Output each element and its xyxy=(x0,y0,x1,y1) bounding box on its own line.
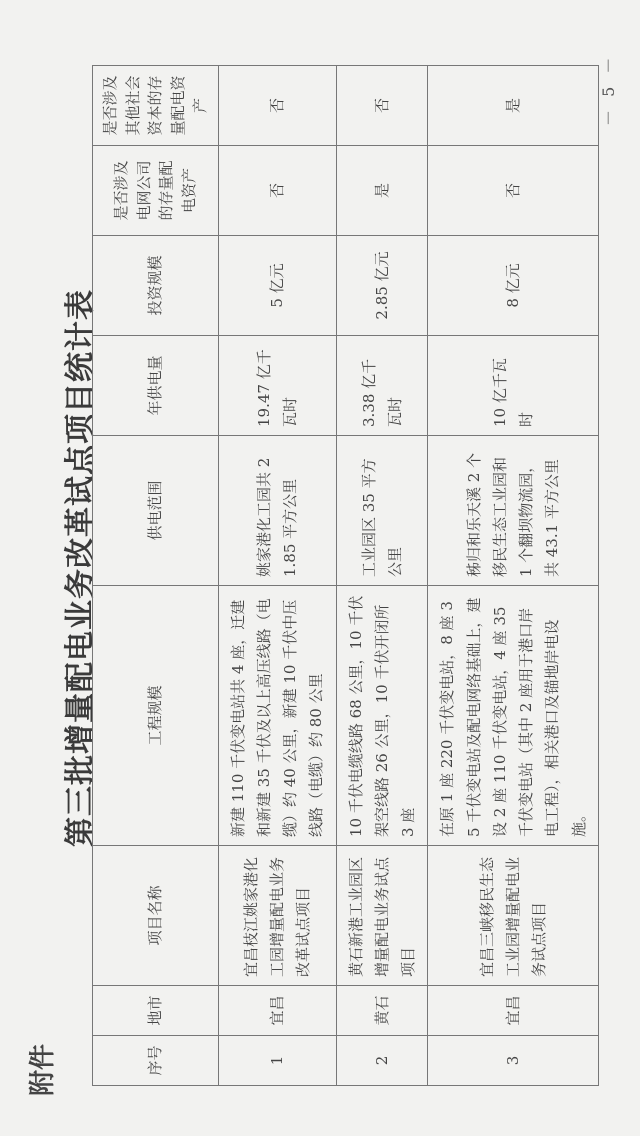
header-other-asset: 是否涉及其他社会资本的存量配电资产 xyxy=(93,66,219,146)
cell-grid-asset: 否 xyxy=(428,146,599,236)
project-statistics-table xyxy=(92,65,599,1086)
cell-supply-area: 工业园区 35 平方公里 xyxy=(336,436,428,586)
header-project-name: 项目名称 xyxy=(93,846,219,986)
cell-city: 黄石 xyxy=(336,986,428,1036)
table-title: 第三批增量配电业务改革试点项目统计表 xyxy=(63,289,98,847)
cell-city: 宜昌 xyxy=(218,986,336,1036)
cell-annual-supply: 19.47 亿千瓦时 xyxy=(218,336,336,436)
cell-supply-area: 秭归和乐天溪 2 个移民生态工业园和 1 个翻坝物流园，共 43.1 平方公里 xyxy=(428,436,599,586)
cell-investment: 5 亿元 xyxy=(218,236,336,336)
header-investment: 投资规模 xyxy=(93,236,219,336)
page-number: － 5 － xyxy=(599,53,618,126)
table-row xyxy=(428,66,599,1086)
cell-no: 1 xyxy=(218,1036,336,1086)
cell-annual-supply: 3.38 亿千瓦时 xyxy=(336,336,428,436)
header-supply-area: 供电范围 xyxy=(93,436,219,586)
header-grid-asset: 是否涉及电网公司的存量配电资产 xyxy=(93,146,219,236)
cell-city: 宜昌 xyxy=(428,986,599,1036)
cell-grid-asset: 是 xyxy=(336,146,428,236)
attachment-label: 附件 xyxy=(28,1043,58,1096)
cell-other-asset: 否 xyxy=(218,66,336,146)
cell-project-scale: 新建 110 千伏变电站共 4 座，迁建和新建 35 千伏及以上高压线路（电缆）约 40 公里，新建 10 千伏中压线路（电缆）约 80 公里 xyxy=(218,586,336,846)
cell-investment: 8 亿元 xyxy=(428,236,599,336)
cell-other-asset: 否 xyxy=(336,66,428,146)
cell-project-name: 黄石新港工业园区增量配电业务试点项目 xyxy=(336,846,428,986)
table-row xyxy=(336,66,428,1086)
table-header-row xyxy=(93,66,219,1086)
header-annual-supply: 年供电量 xyxy=(93,336,219,436)
header-no: 序号 xyxy=(93,1036,219,1086)
table-row xyxy=(218,66,336,1086)
cell-project-scale: 10 千伏电缆线路 68 公里，10 千伏架空线路 26 公里，10 千伏开闭所 3 座 xyxy=(336,586,428,846)
cell-grid-asset: 否 xyxy=(218,146,336,236)
header-project-scale: 工程规模 xyxy=(93,586,219,846)
cell-project-name: 宜昌三峡移民生态工业园增量配电业务试点项目 xyxy=(428,846,599,986)
cell-other-asset: 是 xyxy=(428,66,599,146)
cell-supply-area: 姚家港化工园共 21.85 平方公里 xyxy=(218,436,336,586)
cell-no: 2 xyxy=(336,1036,428,1086)
header-city: 地市 xyxy=(93,986,219,1036)
cell-project-scale: 在原 1 座 220 千伏变电站，8 座 35 千伏变电站及配电网络基础上，建设 2 座 110 千伏变电站，4 座 35 千伏变电站（其中 2 座用于港口岸电工程），相关港口及锚地岸电设施。 xyxy=(428,586,599,846)
cell-project-name: 宜昌枝江姚家港化工园增量配电业务改革试点项目 xyxy=(218,846,336,986)
cell-annual-supply: 10 亿千瓦时 xyxy=(428,336,599,436)
cell-no: 3 xyxy=(428,1036,599,1086)
cell-investment: 2.85 亿元 xyxy=(336,236,428,336)
